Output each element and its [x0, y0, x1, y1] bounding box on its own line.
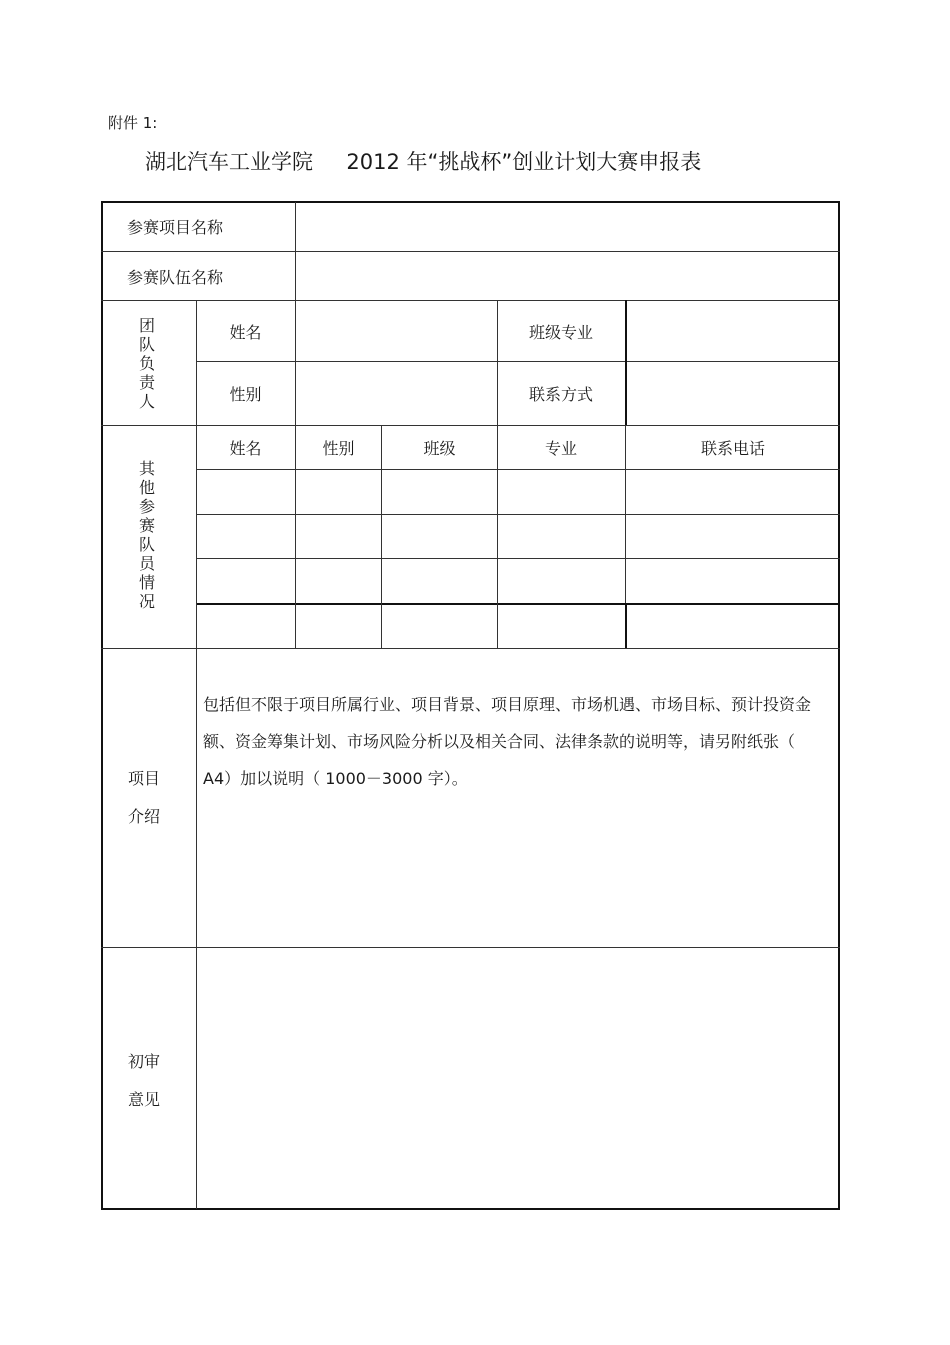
class-major-field[interactable]	[627, 301, 839, 361]
review-field[interactable]	[197, 948, 839, 1209]
contact-field[interactable]	[627, 362, 839, 425]
form-title: 湖北汽车工业学院 2012 年“挑战杯”创业计划大赛申报表	[145, 150, 702, 174]
leader-section-label: 团队负责人	[138, 316, 155, 411]
member-header-name: 姓名	[229, 439, 262, 458]
intro-label-line1: 项目	[128, 769, 161, 788]
team-name-field[interactable]	[296, 252, 839, 300]
row-divider	[196, 603, 840, 605]
members-section-label: 其他参赛队员情况	[138, 459, 155, 611]
attachment-label: 附件 1:	[108, 114, 158, 132]
intro-instructions: 包括但不限于项目所属行业、项目背景、项目原理、市场机遇、市场目标、预计投资金额、资金筹集计划、市场风险分析以及相关合同、法律条款的说明等，请另附纸张（ A4）加以说明（ 1000－3000 字）。	[203, 695, 812, 788]
team-name-label: 参赛队伍名称	[127, 267, 224, 287]
leader-gender-field[interactable]	[296, 362, 497, 425]
column-divider	[625, 603, 627, 648]
leader-name-field[interactable]	[296, 301, 497, 361]
intro-label	[128, 760, 160, 836]
review-label-line1: 初审	[128, 1052, 161, 1071]
column-divider	[625, 425, 626, 603]
row-divider	[101, 648, 840, 649]
row-divider	[196, 514, 840, 515]
review-label-line2: 意见	[128, 1090, 161, 1109]
class-major-label: 班级专业	[528, 322, 593, 342]
member-header-major: 专业	[544, 439, 577, 458]
leader-gender-label: 性别	[229, 385, 262, 404]
row-divider	[196, 469, 840, 470]
member-header-class: 班级	[423, 439, 456, 458]
leader-name-label: 姓名	[229, 322, 262, 342]
member-header-phone: 联系电话	[700, 439, 765, 458]
intro-label-line2: 介绍	[128, 807, 161, 826]
project-name-label: 参赛项目名称	[127, 218, 224, 237]
member-header-gender: 性别	[322, 439, 355, 458]
contact-label: 联系方式	[528, 385, 593, 404]
row-divider	[196, 558, 840, 559]
project-name-field[interactable]	[296, 202, 839, 251]
review-label	[128, 1043, 160, 1119]
